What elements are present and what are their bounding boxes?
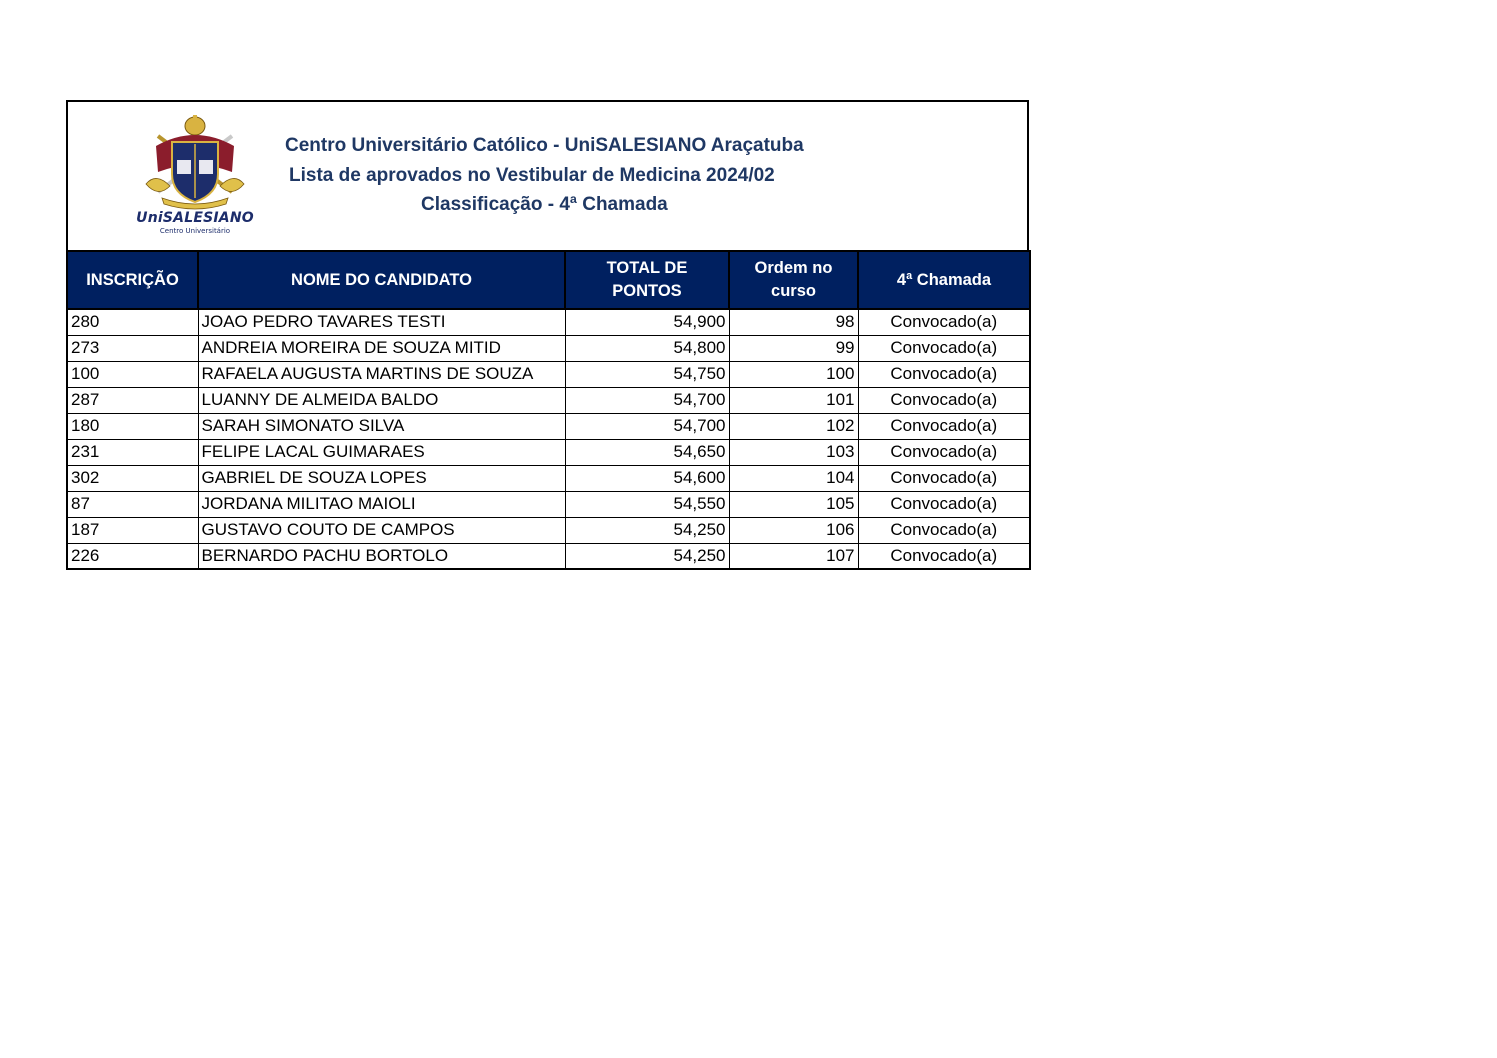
cell-inscricao: 100 [67, 361, 198, 387]
cell-total-pontos: 54,650 [565, 439, 729, 465]
document-header [66, 100, 1029, 250]
cell-ordem: 106 [729, 517, 858, 543]
table-row [67, 543, 1030, 569]
cell-inscricao: 287 [67, 387, 198, 413]
cell-total-pontos: 54,900 [565, 309, 729, 335]
cell-nome: JORDANA MILITAO MAIOLI [198, 491, 565, 517]
table-header-row [67, 251, 1030, 309]
table-row [67, 517, 1030, 543]
cell-status: Convocado(a) [858, 517, 1030, 543]
logo-wordmark: UniSALESIANO [136, 210, 254, 226]
table-row [67, 465, 1030, 491]
table-row [67, 413, 1030, 439]
column-header-ordem: Ordem no curso [729, 251, 858, 309]
coat-of-arms-icon [136, 114, 254, 214]
unisalesiano-logo [136, 114, 254, 236]
table-row [67, 491, 1030, 517]
table-row [67, 335, 1030, 361]
table-row [67, 439, 1030, 465]
institution-title: Centro Universitário Católico - UniSALESIANO Araçatuba [285, 135, 804, 156]
cell-total-pontos: 54,250 [565, 517, 729, 543]
table-row [67, 387, 1030, 413]
cell-status: Convocado(a) [858, 439, 1030, 465]
approved-candidates-table [66, 250, 1031, 570]
cell-total-pontos: 54,600 [565, 465, 729, 491]
list-title: Lista de aprovados no Vestibular de Medicina 2024/02 [289, 165, 775, 186]
cell-inscricao: 231 [67, 439, 198, 465]
cell-status: Convocado(a) [858, 335, 1030, 361]
cell-inscricao: 273 [67, 335, 198, 361]
cell-ordem: 98 [729, 309, 858, 335]
table-row [67, 309, 1030, 335]
cell-ordem: 107 [729, 543, 858, 569]
cell-total-pontos: 54,800 [565, 335, 729, 361]
column-header-total-pontos: TOTAL DE PONTOS [565, 251, 729, 309]
cell-total-pontos: 54,250 [565, 543, 729, 569]
cell-ordem: 101 [729, 387, 858, 413]
table-row [67, 361, 1030, 387]
cell-nome: FELIPE LACAL GUIMARAES [198, 439, 565, 465]
cell-inscricao: 280 [67, 309, 198, 335]
cell-inscricao: 180 [67, 413, 198, 439]
column-header-chamada: 4ª Chamada [858, 251, 1030, 309]
cell-nome: JOAO PEDRO TAVARES TESTI [198, 309, 565, 335]
cell-ordem: 105 [729, 491, 858, 517]
cell-ordem: 104 [729, 465, 858, 491]
cell-total-pontos: 54,750 [565, 361, 729, 387]
cell-ordem: 99 [729, 335, 858, 361]
cell-ordem: 100 [729, 361, 858, 387]
cell-status: Convocado(a) [858, 491, 1030, 517]
results-sheet [66, 100, 1029, 570]
cell-status: Convocado(a) [858, 465, 1030, 491]
cell-ordem: 102 [729, 413, 858, 439]
cell-total-pontos: 54,700 [565, 413, 729, 439]
cell-status: Convocado(a) [858, 387, 1030, 413]
cell-ordem: 103 [729, 439, 858, 465]
cell-status: Convocado(a) [858, 543, 1030, 569]
cell-nome: GABRIEL DE SOUZA LOPES [198, 465, 565, 491]
cell-nome: RAFAELA AUGUSTA MARTINS DE SOUZA [198, 361, 565, 387]
cell-status: Convocado(a) [858, 309, 1030, 335]
logo-subtitle: Centro Universitário [159, 227, 231, 235]
cell-inscricao: 187 [67, 517, 198, 543]
cell-total-pontos: 54,700 [565, 387, 729, 413]
column-header-nome: NOME DO CANDIDATO [198, 251, 565, 309]
cell-nome: LUANNY DE ALMEIDA BALDO [198, 387, 565, 413]
cell-inscricao: 87 [67, 491, 198, 517]
cell-inscricao: 302 [67, 465, 198, 491]
cell-status: Convocado(a) [858, 361, 1030, 387]
cell-nome: ANDREIA MOREIRA DE SOUZA MITID [198, 335, 565, 361]
cell-inscricao: 226 [67, 543, 198, 569]
cell-nome: SARAH SIMONATO SILVA [198, 413, 565, 439]
cell-total-pontos: 54,550 [565, 491, 729, 517]
cell-status: Convocado(a) [858, 413, 1030, 439]
column-header-inscricao: INSCRIÇÃO [67, 251, 198, 309]
classification-title: Classificação - 4ª Chamada [421, 194, 668, 215]
cell-nome: GUSTAVO COUTO DE CAMPOS [198, 517, 565, 543]
cell-nome: BERNARDO PACHU BORTOLO [198, 543, 565, 569]
